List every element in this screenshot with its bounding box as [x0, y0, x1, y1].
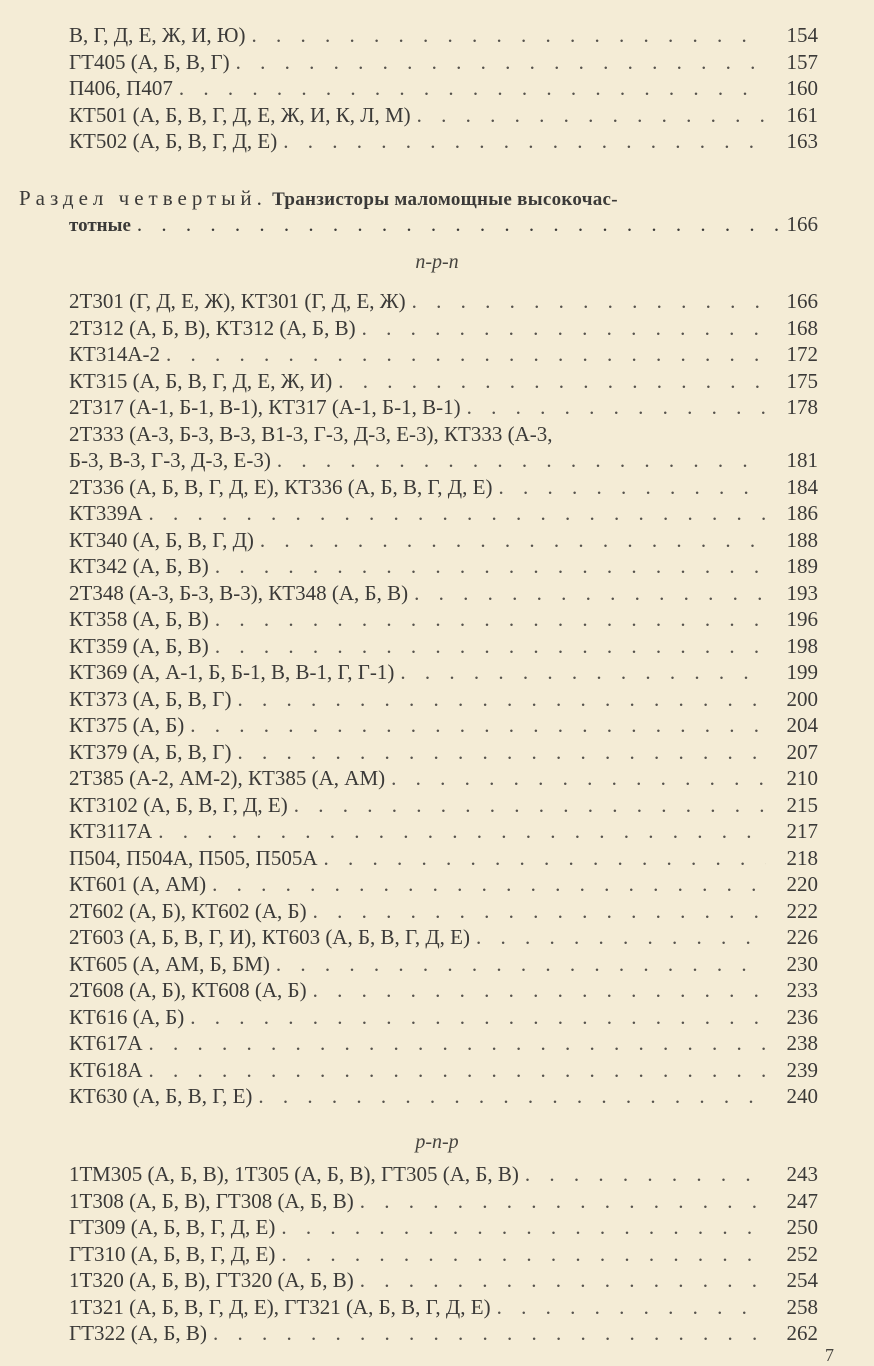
- toc-entry: [69, 686, 818, 713]
- toc-entry-title: КТ3102 (А, Б, В, Г, Д, Е): [69, 792, 288, 817]
- dot-leader: [498, 474, 766, 501]
- toc-entry: [69, 1294, 818, 1321]
- toc-entry: [69, 315, 818, 342]
- toc-entry-title: 1Т321 (А, Б, В, Г, Д, Е), ГТ321 (А, Б, В, Г, Д, Е): [69, 1294, 491, 1319]
- toc-entry-title: 1Т308 (А, Б, В), ГТ308 (А, Б, В): [69, 1188, 354, 1213]
- toc-entry-page-number: 220: [786, 872, 818, 896]
- dot-leader: [391, 765, 766, 792]
- dot-leader: [212, 871, 766, 898]
- toc-entry-title: КТ342 (А, Б, В): [69, 554, 209, 578]
- toc-entry: [69, 871, 818, 898]
- toc-entry: [69, 951, 818, 978]
- toc-entry-page-number: 239: [786, 1057, 818, 1082]
- toc-entry: [69, 1057, 818, 1084]
- dot-leader: [179, 75, 766, 102]
- toc-entry-title: КТ616 (А, Б): [69, 1004, 185, 1029]
- toc-entry-page-number: 196: [786, 607, 818, 631]
- toc-entry-page-number: 254: [786, 1268, 818, 1292]
- toc-entry-page-number: 222: [786, 898, 818, 923]
- toc-entry-page-number: 233: [786, 978, 818, 1002]
- toc-entry-title: КТ340 (А, Б, В, Г, Д): [69, 527, 254, 552]
- toc-entry: [69, 75, 818, 102]
- toc-entry-title: 2Т336 (А, Б, В, Г, Д, Е), КТ336 (А, Б, В, Г, Д, Е): [69, 474, 493, 499]
- toc-entry-title: П504, П504А, П505, П505А: [69, 845, 318, 870]
- toc-entry-title: КТ601 (А, АМ): [69, 872, 207, 896]
- section-title-part2: тотные: [69, 215, 131, 236]
- dot-leader: [236, 49, 766, 76]
- toc-entry: [69, 474, 818, 501]
- dot-leader: [412, 288, 766, 315]
- toc-entry-page-number: 262: [786, 1321, 818, 1345]
- toc-entry-title: КТ617А: [69, 1031, 143, 1055]
- dot-leader: [283, 128, 766, 155]
- toc-entry-page-number: 189: [786, 554, 818, 578]
- toc-entry-title: 2Т301 (Г, Д, Е, Ж), КТ301 (Г, Д, Е, Ж): [69, 289, 406, 313]
- dot-leader: [213, 1320, 766, 1347]
- toc-entry-title: КТ314А-2: [69, 342, 160, 366]
- section-page-number: 166: [786, 212, 818, 236]
- toc-entry-title: ГТ322 (А, Б, В): [69, 1321, 207, 1345]
- toc-entry-page-number: 258: [786, 1294, 818, 1319]
- toc-entry-title: 1ТМ305 (А, Б, В), 1Т305 (А, Б, В), ГТ305 (А, Б, В): [69, 1162, 519, 1186]
- toc-entry: [69, 22, 818, 49]
- dot-leader: [149, 500, 767, 527]
- toc-entry-page-number: 200: [786, 686, 818, 711]
- toc-entry: [69, 845, 818, 872]
- dot-leader: [476, 924, 766, 951]
- toc-entry: [69, 341, 818, 368]
- toc-entry-page-number: 178: [786, 395, 818, 419]
- dot-leader: [281, 1241, 766, 1268]
- toc-entry: [69, 633, 818, 660]
- dot-leader: [324, 845, 767, 872]
- toc-entry-page-number: 218: [786, 845, 818, 870]
- toc-entry-page-number: 238: [786, 1031, 818, 1055]
- page-corner-mark: 7: [825, 1345, 834, 1365]
- toc-entry: [69, 712, 818, 739]
- dot-leader: [215, 553, 766, 580]
- toc-entry-title: КТ359 (А, Б, В): [69, 633, 209, 658]
- section-heading: [19, 185, 818, 212]
- toc-entry: [69, 1320, 818, 1347]
- dot-leader: [360, 1267, 766, 1294]
- toc-entry: [69, 898, 818, 925]
- dot-leader: [277, 447, 766, 474]
- toc-entry: [69, 288, 818, 315]
- toc-entry: [69, 818, 818, 845]
- dot-leader: [190, 1004, 766, 1031]
- toc-entry: [69, 49, 818, 76]
- toc-entry-title: КТ315 (А, Б, В, Г, Д, Е, Ж, И): [69, 368, 333, 393]
- toc-entry: [69, 1083, 818, 1110]
- toc-entry-title: КТ369 (А, А-1, Б, Б-1, В, В-1, Г, Г-1): [69, 660, 395, 684]
- toc-entry: [69, 1241, 818, 1268]
- toc-entry-title: Б-3, В-3, Г-3, Д-3, Е-3): [69, 448, 271, 472]
- toc-entry: [69, 447, 818, 474]
- toc-entry-page-number: 240: [786, 1084, 818, 1108]
- toc-entry: [69, 421, 818, 448]
- toc-entry: [69, 606, 818, 633]
- toc-entry-page-number: 168: [786, 315, 818, 340]
- toc-entry-page-number: 252: [786, 1241, 818, 1266]
- toc-entry: [69, 527, 818, 554]
- toc-entry: [69, 1188, 818, 1215]
- dot-leader: [190, 712, 766, 739]
- toc-entry-title: 2Т348 (А-3, Б-3, В-3), КТ348 (А, Б, В): [69, 580, 409, 605]
- toc-entry: [69, 739, 818, 766]
- toc-entry-title: КТ502 (А, Б, В, Г, Д, Е): [69, 129, 278, 153]
- dot-leader: [149, 1057, 767, 1084]
- toc-entry-title: КТ373 (А, Б, В, Г): [69, 686, 232, 711]
- dot-leader: [166, 341, 766, 368]
- toc-entry: [69, 368, 818, 395]
- toc-entry-page-number: 181: [786, 448, 818, 472]
- toc-entry-title: 2Т385 (А-2, АМ-2), КТ385 (А, АМ): [69, 766, 386, 790]
- toc-entry: [69, 1214, 818, 1241]
- toc-entry-title: КТ339А: [69, 501, 143, 525]
- toc-entry-page-number: 217: [786, 819, 818, 843]
- toc-entry-title: 2Т312 (А, Б, В), КТ312 (А, Б, В): [69, 315, 356, 340]
- toc-entry-title: КТ630 (А, Б, В, Г, Е): [69, 1084, 253, 1108]
- section-title-part1: Транзисторы маломощные высокочас-: [272, 189, 618, 210]
- toc-entry: [69, 1004, 818, 1031]
- toc-entry-title: 2Т317 (А-1, Б-1, В-1), КТ317 (А-1, Б-1, В-1): [69, 395, 461, 419]
- dot-leader: [215, 606, 766, 633]
- dot-leader: [281, 1214, 766, 1241]
- section-prefix: Раздел четвертый.: [19, 186, 267, 210]
- toc-entry-page-number: 186: [786, 501, 818, 525]
- toc-entry-page-number: 188: [786, 527, 818, 552]
- dot-leader: [149, 1030, 767, 1057]
- dot-leader: [258, 1083, 766, 1110]
- toc-entry: [69, 924, 818, 951]
- dot-leader: [414, 580, 766, 607]
- toc-entry-page-number: 157: [786, 49, 818, 74]
- dot-leader: [360, 1188, 766, 1215]
- dot-leader: [417, 102, 766, 129]
- toc-entry-page-number: 193: [786, 580, 818, 605]
- toc-entry-title: ГТ310 (А, Б, В, Г, Д, Е): [69, 1241, 276, 1266]
- dot-leader: [362, 315, 766, 342]
- toc-entry-title: ГТ309 (А, Б, В, Г, Д, Е): [69, 1215, 276, 1239]
- dot-leader: [237, 739, 766, 766]
- toc-entry: [69, 659, 818, 686]
- toc-entry-page-number: 204: [786, 713, 818, 737]
- dot-leader: [313, 898, 766, 925]
- toc-entry: [69, 1161, 818, 1188]
- toc-entry-page-number: 154: [786, 23, 818, 47]
- toc-entry-title: КТ358 (А, Б, В): [69, 607, 209, 631]
- toc-entry-title: ГТ405 (А, Б, В, Г): [69, 49, 230, 74]
- toc-entry-title: 2Т608 (А, Б), КТ608 (А, Б): [69, 978, 307, 1002]
- toc-entry: [69, 977, 818, 1004]
- dot-leader: [313, 977, 766, 1004]
- toc-entry-page-number: 184: [786, 474, 818, 499]
- dot-leader: [467, 394, 766, 421]
- toc-entry-page-number: 198: [786, 633, 818, 658]
- toc-entry-page-number: 199: [786, 660, 818, 684]
- section-heading-cont: [69, 211, 818, 238]
- toc-entry: [69, 765, 818, 792]
- toc-entry-page-number: 172: [786, 342, 818, 366]
- toc-entry: [69, 128, 818, 155]
- toc-entry-page-number: 247: [786, 1188, 818, 1213]
- toc-entry-title: КТ501 (А, Б, В, Г, Д, Е, Ж, И, К, Л, М): [69, 102, 411, 127]
- toc-entry-page-number: 236: [786, 1004, 818, 1029]
- toc-entry-title: 2Т603 (А, Б, В, Г, И), КТ603 (А, Б, В, Г, Д, Е): [69, 925, 470, 949]
- dot-leader: [252, 22, 767, 49]
- toc-entry-page-number: 226: [786, 925, 818, 949]
- subhead-npn: n-p-n: [415, 251, 459, 273]
- toc-entry: [69, 580, 818, 607]
- toc-entry-page-number: 207: [786, 739, 818, 764]
- toc-entry: [69, 394, 818, 421]
- toc-entry-page-number: 210: [786, 766, 818, 790]
- dot-leader: [294, 792, 766, 819]
- toc-entry-page-number: 175: [786, 368, 818, 393]
- toc-entry-page-number: 166: [786, 289, 818, 313]
- dot-leader: [260, 527, 766, 554]
- dot-leader: [400, 659, 766, 686]
- toc-entry-title: В, Г, Д, Е, Ж, И, Ю): [69, 23, 246, 47]
- toc-entry: [69, 1267, 818, 1294]
- toc-entry-title: КТ3117А: [69, 819, 153, 843]
- toc-entry-title: КТ379 (А, Б, В, Г): [69, 739, 232, 764]
- toc-entry-title: КТ605 (А, АМ, Б, БМ): [69, 951, 270, 976]
- toc-entry-page-number: 230: [786, 951, 818, 976]
- toc-entry-page-number: 160: [786, 76, 818, 100]
- toc-entry-title: П406, П407: [69, 76, 173, 100]
- toc-entry: [69, 102, 818, 129]
- toc-entry-title: 2Т602 (А, Б), КТ602 (А, Б): [69, 898, 307, 923]
- toc-entry-page-number: 161: [786, 102, 818, 127]
- toc-entry-page-number: 215: [786, 792, 818, 817]
- dot-leader: [338, 368, 766, 395]
- dot-leader: [237, 686, 766, 713]
- toc-entry-page-number: 163: [786, 129, 818, 153]
- toc-entry-page-number: 250: [786, 1215, 818, 1239]
- dot-leader: [215, 633, 766, 660]
- toc-entry-title: 1Т320 (А, Б, В), ГТ320 (А, Б, В): [69, 1268, 354, 1292]
- toc-entry-page-number: 243: [786, 1162, 818, 1186]
- dot-leader: [525, 1161, 766, 1188]
- dot-leader: [497, 1294, 766, 1321]
- toc-entry-title: КТ375 (А, Б): [69, 713, 185, 737]
- dot-leader: [137, 211, 779, 238]
- subhead-pnp: p-n-p: [415, 1131, 459, 1153]
- toc-entry: [69, 553, 818, 580]
- toc-entry: [69, 1030, 818, 1057]
- dot-leader: [158, 818, 766, 845]
- toc-entry: [69, 792, 818, 819]
- toc-entry: [69, 500, 818, 527]
- dot-leader: [276, 951, 766, 978]
- toc-entry-title: КТ618А: [69, 1057, 143, 1082]
- toc-entry-title: 2Т333 (А-3, Б-3, В-3, В1-3, Г-3, Д-3, Е-3), КТ333 (А-3,: [69, 421, 553, 446]
